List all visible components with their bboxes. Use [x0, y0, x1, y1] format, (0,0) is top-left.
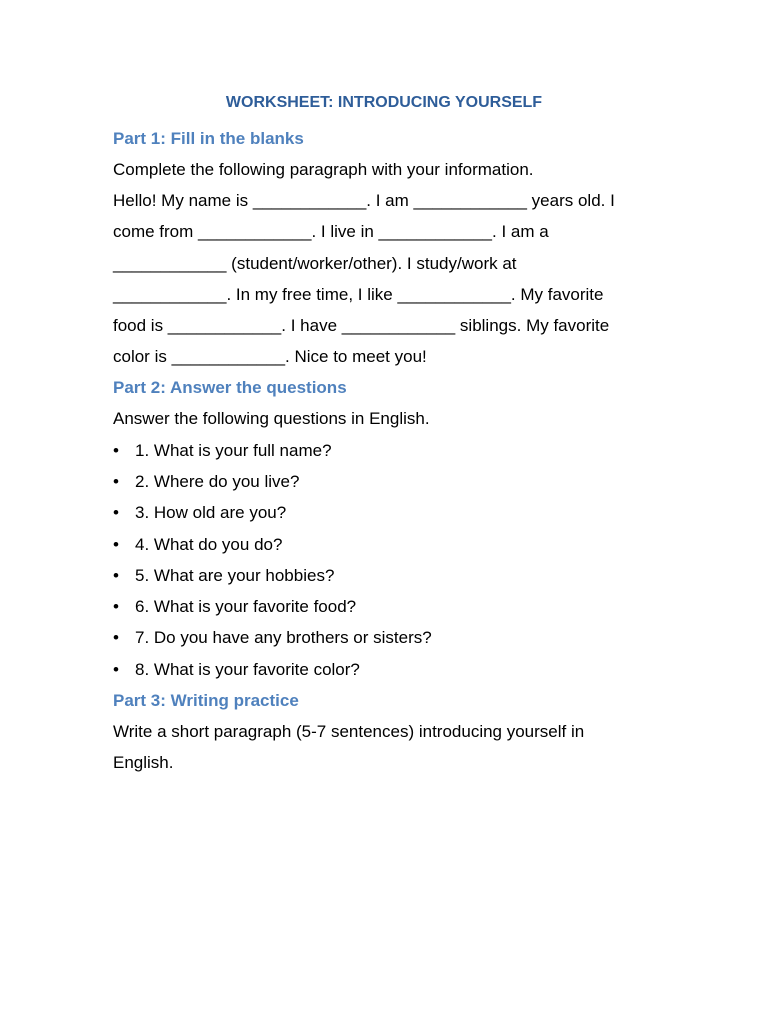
question-text: 7. Do you have any brothers or sisters?: [135, 628, 432, 648]
question-text: 1. What is your full name?: [135, 440, 332, 460]
fill-in-line: ____________. In my free time, I like ____________. My favorite: [113, 284, 604, 304]
question-item: [113, 622, 655, 653]
bullet-icon: •: [113, 471, 119, 491]
part3-instruction-line: Write a short paragraph (5-7 sentences) introducing yourself in: [113, 722, 585, 741]
part2-heading: Part 2: Answer the questions: [113, 378, 347, 398]
question-item: [113, 497, 655, 528]
question-item: [113, 591, 655, 622]
bullet-icon: •: [113, 628, 119, 648]
question-text: 5. What are your hobbies?: [135, 565, 335, 585]
bullet-icon: •: [113, 503, 119, 523]
part1-section: [113, 123, 655, 372]
part2-section: [113, 372, 655, 685]
question-text: 8. What is your favorite color?: [135, 659, 360, 679]
bullet-icon: •: [113, 597, 119, 617]
bullet-icon: •: [113, 565, 119, 585]
question-item: [113, 435, 655, 466]
question-text: 3. How old are you?: [135, 503, 287, 523]
question-item: [113, 466, 655, 497]
question-text: 6. What is your favorite food?: [135, 597, 357, 617]
part3-heading: Part 3: Writing practice: [113, 691, 299, 710]
fill-in-line: Hello! My name is ____________. I am ____________ years old. I: [113, 191, 615, 211]
part3-section: [113, 685, 655, 778]
fill-in-line: color is ____________. Nice to meet you!: [113, 347, 427, 367]
part3-instruction-line: English.: [113, 753, 174, 773]
worksheet-title: WORKSHEET: INTRODUCING YOURSELF: [225, 94, 543, 111]
fill-in-line: ____________ (student/worker/other). I study/work at: [113, 253, 517, 273]
bullet-icon: •: [113, 440, 119, 460]
part1-heading: Part 1: Fill in the blanks: [113, 129, 304, 148]
part2-instruction: Answer the following questions in English.: [113, 409, 430, 429]
fill-in-paragraph: [113, 185, 655, 372]
bullet-icon: •: [113, 534, 119, 554]
fill-in-line: come from ____________. I live in ____________. I am a: [113, 222, 549, 242]
question-item: [113, 529, 655, 560]
question-text: 2. Where do you live?: [135, 471, 300, 491]
question-item: [113, 654, 655, 685]
fill-in-line: food is ____________. I have ____________ siblings. My favorite: [113, 316, 610, 336]
question-item: [113, 560, 655, 591]
bullet-icon: •: [113, 659, 119, 679]
question-text: 4. What do you do?: [135, 534, 283, 554]
part1-instruction: Complete the following paragraph with your information.: [113, 160, 534, 179]
question-list: [113, 435, 655, 685]
